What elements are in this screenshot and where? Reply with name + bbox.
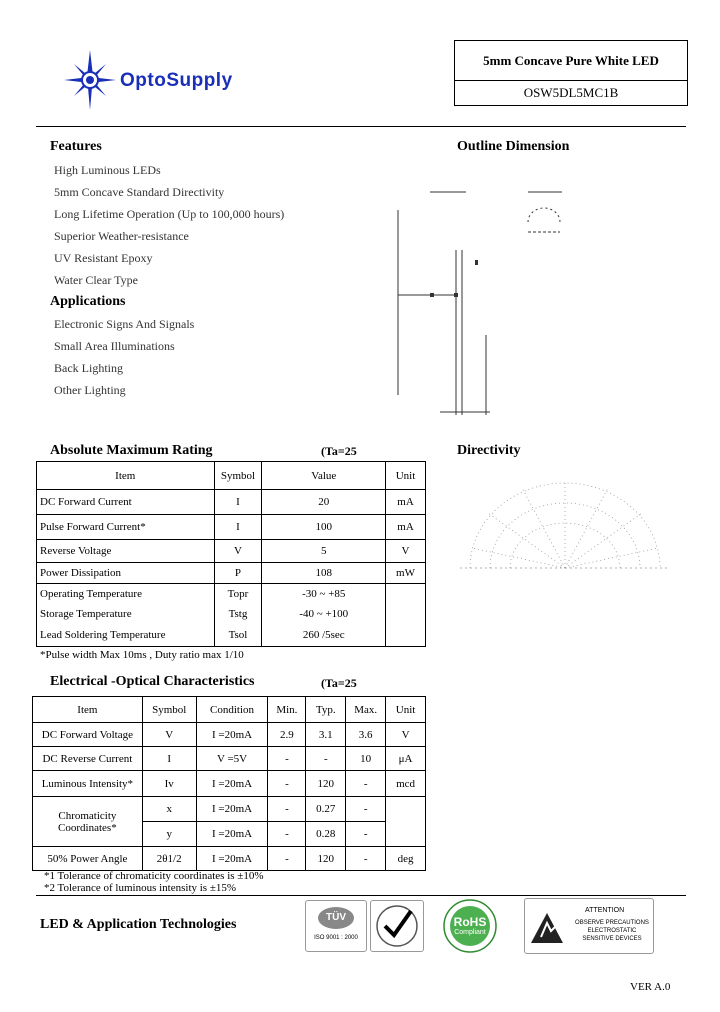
table-cell: I =20mA bbox=[196, 847, 268, 871]
eo-note-1: *1 Tolerance of chromaticity coordinates is ±10% bbox=[44, 870, 264, 882]
table-cell: Reverse Voltage bbox=[37, 540, 215, 563]
column-header: Symbol bbox=[214, 462, 262, 490]
table-cell: 120 bbox=[306, 771, 346, 797]
table-cell: μA bbox=[386, 747, 426, 771]
iso-label: ISO 9001 : 2000 bbox=[314, 935, 358, 941]
list-item: Long Lifetime Operation (Up to 100,000 hours) bbox=[54, 207, 285, 221]
list-item: Superior Weather-resistance bbox=[54, 229, 189, 243]
table-cell: mA bbox=[386, 515, 426, 540]
table-cell: -40 ~ +100 bbox=[262, 604, 386, 624]
rohs-label: RoHS bbox=[453, 915, 487, 929]
list-item: Other Lighting bbox=[54, 383, 126, 397]
esd-title: ATTENTION bbox=[585, 907, 625, 914]
table-cell: Tsol bbox=[214, 624, 262, 646]
table-header-row bbox=[33, 697, 426, 723]
tuv-icon: TÜV bbox=[318, 907, 354, 929]
table-cell: Power Dissipation bbox=[37, 563, 215, 584]
table-cell: 3.6 bbox=[346, 723, 386, 747]
table-cell: - bbox=[268, 747, 306, 771]
table-cell: - bbox=[268, 771, 306, 797]
table-cell: deg bbox=[386, 847, 426, 871]
eo-table bbox=[32, 696, 426, 871]
outline-drawing bbox=[390, 180, 590, 420]
column-header: Max. bbox=[346, 697, 386, 723]
eo-note-2: *2 Tolerance of luminous intensity is ±15% bbox=[44, 882, 237, 894]
abs-max-heading: Absolute Maximum Rating bbox=[50, 443, 213, 458]
table-cell: mcd bbox=[386, 771, 426, 797]
table-cell: DC Forward Current bbox=[37, 490, 215, 515]
applications-heading: Applications bbox=[50, 294, 126, 309]
brand-logo bbox=[62, 48, 272, 112]
tuv-badge bbox=[305, 900, 367, 952]
table-row bbox=[33, 847, 426, 871]
column-header: Item bbox=[33, 697, 143, 723]
divider-top bbox=[36, 126, 686, 127]
directivity-heading: Directivity bbox=[457, 443, 521, 458]
table-cell: 2θ1/2 bbox=[142, 847, 196, 871]
table-cell: Storage Temperature bbox=[37, 604, 215, 624]
table-cell: I =20mA bbox=[196, 822, 268, 847]
table-cell: I bbox=[214, 515, 262, 540]
column-header: Symbol bbox=[142, 697, 196, 723]
table-cell: I bbox=[142, 747, 196, 771]
table-cell: Topr bbox=[214, 584, 262, 605]
table-cell: 108 bbox=[262, 563, 386, 584]
column-header: Unit bbox=[386, 697, 426, 723]
table-row bbox=[37, 515, 426, 540]
table-cell bbox=[386, 797, 426, 847]
table-cell: -30 ~ +85 bbox=[262, 584, 386, 605]
list-item: High Luminous LEDs bbox=[54, 163, 161, 177]
part-number: OSW5DL5MC1B bbox=[523, 85, 619, 100]
list-item: Water Clear Type bbox=[54, 273, 138, 287]
table-row bbox=[33, 747, 426, 771]
table-row bbox=[33, 723, 426, 747]
table-cell: V =5V bbox=[196, 747, 268, 771]
table-cell: I =20mA bbox=[196, 797, 268, 822]
table-cell: Luminous Intensity* bbox=[33, 771, 143, 797]
table-cell: I =20mA bbox=[196, 771, 268, 797]
table-cell: 0.27 bbox=[306, 797, 346, 822]
table-cell: 10 bbox=[346, 747, 386, 771]
list-item: UV Resistant Epoxy bbox=[54, 251, 153, 265]
features-heading: Features bbox=[50, 139, 102, 154]
rohs-badge bbox=[437, 898, 503, 954]
header-box bbox=[454, 40, 688, 106]
table-cell: Chromaticity Coordinates* bbox=[33, 797, 143, 847]
column-header: Item bbox=[37, 462, 215, 490]
table-cell: I =20mA bbox=[196, 723, 268, 747]
esd-warning-icon bbox=[529, 911, 565, 945]
table-cell: - bbox=[268, 847, 306, 871]
table-cell: - bbox=[346, 847, 386, 871]
esd-badge bbox=[524, 898, 654, 954]
table-cell bbox=[386, 584, 426, 647]
abs-max-note: *Pulse width Max 10ms , Duty ratio max 1/10 bbox=[40, 649, 244, 661]
table-cell: 3.1 bbox=[306, 723, 346, 747]
table-cell: x bbox=[142, 797, 196, 822]
table-cell: 20 bbox=[262, 490, 386, 515]
table-cell: - bbox=[306, 747, 346, 771]
table-row bbox=[33, 771, 426, 797]
table-cell: 5 bbox=[262, 540, 386, 563]
table-cell: Iv bbox=[142, 771, 196, 797]
outline-heading: Outline Dimension bbox=[457, 139, 570, 154]
table-cell: V bbox=[386, 540, 426, 563]
table-cell: 2.9 bbox=[268, 723, 306, 747]
column-header: Unit bbox=[386, 462, 426, 490]
table-row bbox=[37, 490, 426, 515]
brand-name: OptoSupply bbox=[120, 70, 233, 91]
table-cell: y bbox=[142, 822, 196, 847]
table-cell: Tstg bbox=[214, 604, 262, 624]
rohs-sublabel: Compliant bbox=[454, 929, 486, 936]
table-cell: mA bbox=[386, 490, 426, 515]
table-cell: - bbox=[346, 771, 386, 797]
table-cell: Lead Soldering Temperature bbox=[37, 624, 215, 646]
table-cell: 120 bbox=[306, 847, 346, 871]
list-item: 5mm Concave Standard Directivity bbox=[54, 185, 225, 199]
table-row bbox=[37, 540, 426, 563]
table-cell: - bbox=[346, 797, 386, 822]
company-name: LED & Application Technologies bbox=[40, 917, 237, 932]
table-cell: Pulse Forward Current* bbox=[37, 515, 215, 540]
table-cell: DC Reverse Current bbox=[33, 747, 143, 771]
directivity-chart bbox=[460, 478, 670, 578]
eo-heading: Electrical -Optical Characteristics bbox=[50, 674, 255, 689]
table-cell: - bbox=[268, 822, 306, 847]
checkmark-icon bbox=[371, 901, 423, 951]
features-list bbox=[54, 163, 284, 295]
esd-text: OBSERVE PRECAUTIONS ELECTROSTATIC SENSITIVE DEVICES bbox=[575, 920, 649, 942]
table-cell: P bbox=[214, 563, 262, 584]
abs-max-table bbox=[36, 461, 426, 647]
table-header-row bbox=[37, 462, 426, 490]
column-header: Value bbox=[262, 462, 386, 490]
table-cell: V bbox=[386, 723, 426, 747]
table-cell: - bbox=[268, 797, 306, 822]
table-cell: 260 /5sec bbox=[262, 624, 386, 646]
table-row bbox=[37, 604, 426, 624]
column-header: Typ. bbox=[306, 697, 346, 723]
table-row bbox=[37, 563, 426, 584]
star-logo-icon bbox=[62, 48, 118, 112]
doc-title: 5mm Concave Pure White LED bbox=[455, 41, 687, 81]
table-cell: 0.28 bbox=[306, 822, 346, 847]
list-item: Electronic Signs And Signals bbox=[54, 317, 195, 331]
list-item: Back Lighting bbox=[54, 361, 123, 375]
divider-bottom bbox=[36, 895, 686, 896]
table-cell: 100 bbox=[262, 515, 386, 540]
column-header: Min. bbox=[268, 697, 306, 723]
check-badge bbox=[370, 900, 424, 952]
version-label: VER A.0 bbox=[630, 981, 671, 993]
table-cell: mW bbox=[386, 563, 426, 584]
table-row bbox=[37, 624, 426, 646]
table-row bbox=[33, 797, 426, 822]
abs-max-condition: (Ta=25 bbox=[321, 444, 357, 458]
column-header: Condition bbox=[196, 697, 268, 723]
table-cell: 50% Power Angle bbox=[33, 847, 143, 871]
table-cell: V bbox=[214, 540, 262, 563]
table-cell: I bbox=[214, 490, 262, 515]
eo-condition: (Ta=25 bbox=[321, 676, 357, 690]
applications-list bbox=[54, 317, 194, 405]
table-cell: - bbox=[346, 822, 386, 847]
table-cell: V bbox=[142, 723, 196, 747]
table-cell: Operating Temperature bbox=[37, 584, 215, 605]
table-row bbox=[37, 584, 426, 605]
table-cell: DC Forward Voltage bbox=[33, 723, 143, 747]
list-item: Small Area Illuminations bbox=[54, 339, 175, 353]
